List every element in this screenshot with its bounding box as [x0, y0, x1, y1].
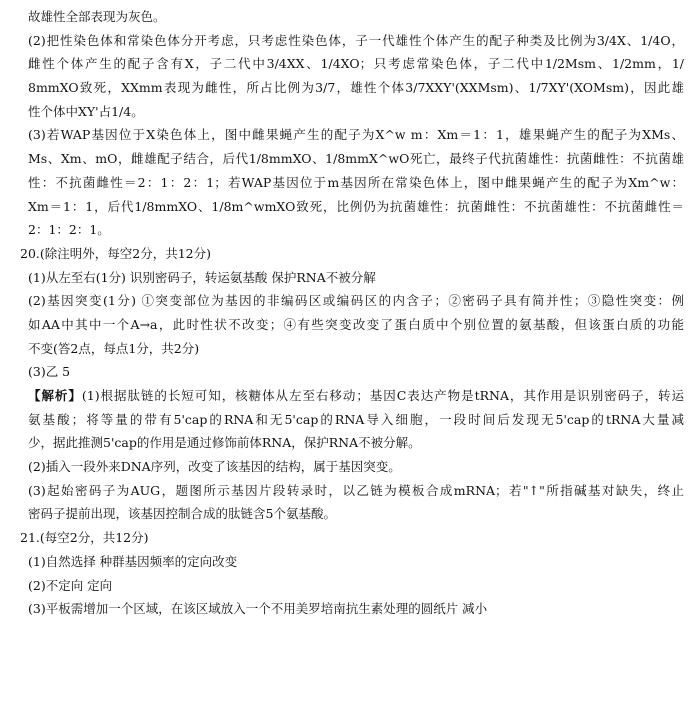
analysis-line-5: (3)起始密码子为AUG，题图所示基因片段转录时，以乙链为模板合成mRNA；若"↑"所指碱基对缺失，终止 — [28, 482, 684, 498]
text-line-8: 性：不抗菌雌性＝2：1：2：1；若WAP基因位于m基因所在常染色体上，图中雌果蝇产生的配子为Xm^w： — [28, 174, 684, 190]
q21-answer-3: (3)平板需增加一个区域，在该区域放入一个不用美罗培南抗生素处理的圆纸片 减小 — [28, 601, 488, 617]
analysis-line-3: 少，据此推测5'cap的作用是通过修饰前体RNA，保护RNA不被分解。 — [28, 435, 421, 451]
q20-answer-2-cont: 如AA中其中一个A→a，此时性状不改变；④有些突变改变了蛋白质中个别位置的氨基酸，但该蛋白质的功能 — [28, 316, 684, 332]
analysis-text: (1)根据肽链的长短可知，核糖体从左至右移动；基因C表达产物是tRNA，其作用是识别密码子，转运 — [81, 388, 684, 403]
text-line-10: 2：1：2：1。 — [28, 222, 110, 238]
text-line-6: (3)若WAP基因位于X染色体上，图中雌果蝇产生的配子为X^w m：Xm＝1：1，雄果蝇产生的配子为XMs、 — [28, 127, 684, 143]
q20-answer-3: (3)乙 5 — [28, 364, 71, 380]
q21-answer-2: (2)不定向 定向 — [28, 577, 113, 593]
text-line-3: 雌性个体产生的配子含有X，子二代中3/4XX、1/4XO；只考虑常染色体，子二代中1/2Msm、1/2mm，1/ — [28, 56, 684, 72]
analysis-line-2: 氨基酸；将等量的带有5'cap的RNA和无5'cap的RNA导入细胞，一段时间后发现无5'cap的tRNA大量减 — [28, 411, 684, 427]
text-line-4: 8mmXO致死，XXmm表现为雌性，所占比例为3/7，雄性个体3/7XXY'(XXMsm)、1/7XY'(XOMsm)，因此雄 — [28, 80, 684, 96]
text-line-1: 故雄性全部表现为灰色。 — [28, 9, 166, 24]
question-21-header: 21.(每空2分，共12分) — [20, 530, 149, 546]
q20-answer-1: (1)从左至右(1分) 识别密码子，转运氨基酸 保护RNA不被分解 — [28, 269, 376, 285]
analysis-line-4: (2)插入一段外来DNA序列，改变了该基因的结构，属于基因突变。 — [28, 459, 401, 475]
analysis-line-1 — [8, 384, 684, 408]
q20-answer-2: (2)基因突变(1分) ①突变部位为基因的非编码区或编码区的内含子；②密码子具有简并性；③隐性突变：例 — [28, 293, 684, 309]
text-line-2: (2)把性染色体和常染色体分开考虑，只考虑性染色体，子一代雄性个体产生的配子种类及比例为3/4X、1/4O， — [28, 32, 684, 48]
analysis-line-6: 密码子提前出现，该基因控制合成的肽链含5个氨基酸。 — [28, 506, 336, 522]
question-20-header: 20.(除注明外，每空2分，共12分) — [20, 245, 211, 261]
text-line-7: Ms、Xm、mO，雌雄配子结合，后代1/8mmXO、1/8mmX^wO死亡，最终子代抗菌雄性：抗菌雌性：不抗菌雄 — [28, 151, 684, 167]
analysis-tag: 【解析】 — [28, 388, 82, 403]
text-line-9: Xm＝1：1，后代1/8mmXO、1/8m^wmXO致死，比例仍为抗菌雄性：抗菌雌性：不抗菌雄性：不抗菌雌性＝ — [28, 198, 684, 214]
q20-answer-2-end: 不变(答2点，每点1分，共2分) — [28, 340, 200, 356]
q21-answer-1: (1)自然选择 种群基因频率的定向改变 — [28, 553, 238, 569]
text-line-5: 性个体中XY'占1/4。 — [28, 103, 144, 119]
